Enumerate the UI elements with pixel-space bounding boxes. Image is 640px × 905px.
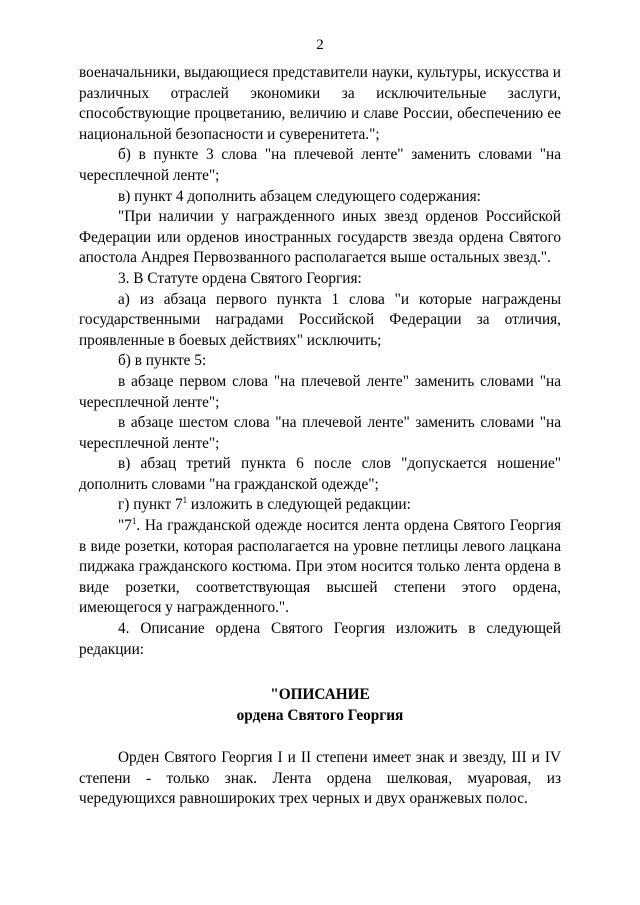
paragraph bbox=[79, 495, 561, 516]
section-title: "ОПИСАНИЕ bbox=[270, 686, 370, 704]
paragraph-text: . На гражданской одежде носится лента ордена Святого Георгия в виде розетки, которая располагается на уровне петлицы левого лацкана пиджака гражданского костюма. При этом носится только лента ордена в виде розетки, соответствующая высшей степени этого ордена, имеющегося у награжденного.". bbox=[79, 517, 561, 617]
paragraph: а) из абзаца первого пункта 1 слова "и которые награждены государственными наградами Российской Федерации за отличия, проявленные в боевых действиях" исключить; bbox=[79, 290, 561, 349]
paragraph: Орден Святого Георгия I и II степени имеет знак и звезду, III и IV степени - только знак. Лента ордена шелковая, муаровая, из чередующихся равношироких трех черных и двух оранжевых полос. bbox=[79, 749, 561, 808]
paragraph: военачальники, выдающиеся представители науки, культуры, искусства и различных отраслей экономики за исключительные заслуги, способствующие процветанию, величию и славе России, обеспечению ее национальной безопасности и суверенитета."; bbox=[79, 64, 561, 143]
paragraph: в абзаце шестом слова "на плечевой ленте" заменить словами "на чересплечной ленте"; bbox=[79, 414, 561, 452]
paragraph bbox=[79, 516, 561, 619]
paragraph: "При наличии у награжденного иных звезд орденов Российской Федерации или орденов иностранных государств звезда ордена Святого апостола Андрея Первозванного располагается выше остальных звезд.". bbox=[79, 208, 561, 267]
paragraph-text: г) пункт 7 bbox=[118, 496, 183, 514]
section-subtitle: ордена Святого Георгия bbox=[236, 707, 404, 725]
superscript: 1 bbox=[182, 495, 188, 506]
document-body bbox=[79, 63, 561, 810]
paragraph-text: изложить в следующей редакции: bbox=[187, 496, 411, 514]
paragraph: б) в пункте 3 слова "на плечевой ленте" заменить словами "на чересплечной ленте"; bbox=[79, 146, 561, 184]
paragraph: 4. Описание ордена Святого Георгия изложить в следующей редакции: bbox=[79, 620, 561, 658]
paragraph: б) в пункте 5: bbox=[118, 352, 207, 370]
superscript: 1 bbox=[131, 516, 137, 527]
paragraph-text: "7 bbox=[118, 517, 132, 535]
paragraph: в абзаце первом слова "на плечевой ленте" заменить словами "на чересплечной ленте"; bbox=[79, 372, 561, 411]
paragraph: в) пункт 4 дополнить абзацем следующего содержания: bbox=[118, 187, 481, 205]
paragraph: 3. В Статуте ордена Святого Георгия: bbox=[118, 269, 362, 287]
paragraph: в) абзац третий пункта 6 после слов "допускается ношение" дополнить словами "на гражданской одежде"; bbox=[79, 455, 561, 493]
page-number: 2 bbox=[316, 37, 324, 53]
